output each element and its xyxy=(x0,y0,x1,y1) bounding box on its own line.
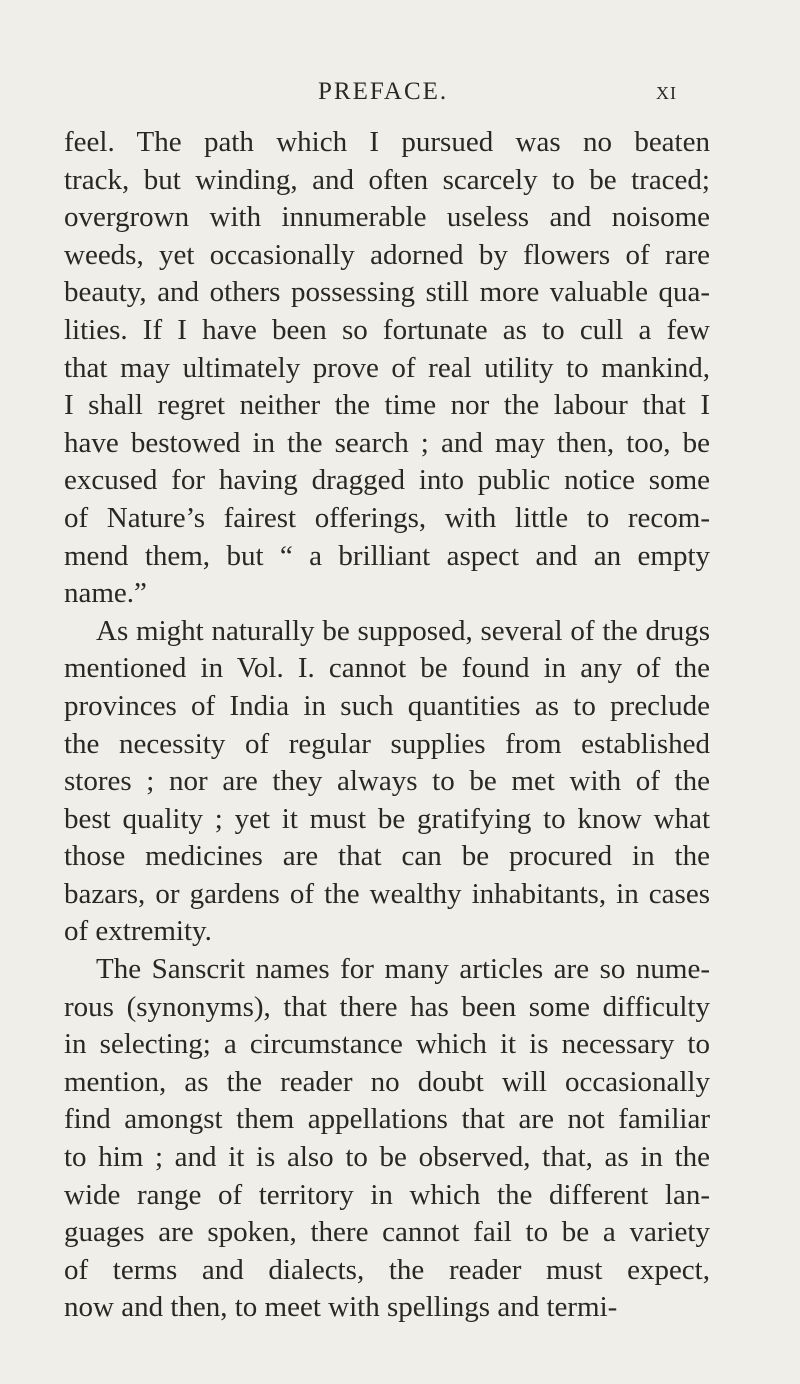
running-head xyxy=(0,78,800,114)
text-line: I shall regret neither the time nor the labour that I xyxy=(64,389,710,422)
text-line: overgrown with innumerable useless and noisome xyxy=(64,201,710,234)
text-line: of extremity. xyxy=(64,915,212,948)
text-line: best quality ; yet it must be gratifying to know what xyxy=(64,802,710,835)
text-line: find amongst them appellations that are not familiar xyxy=(64,1103,710,1136)
text-line: guages are spoken, there cannot fail to be a variety xyxy=(64,1216,710,1249)
text-line: wide range of territory in which the different lan- xyxy=(64,1178,710,1211)
text-line: rous (synonyms), that there has been some difficulty xyxy=(64,990,710,1023)
paragraph xyxy=(64,951,710,1327)
text-line: weeds, yet occasionally adorned by flowers of rare xyxy=(64,238,710,271)
text-line: that may ultimately prove of real utility to mankind, xyxy=(64,351,710,384)
text-line: excused for having dragged into public notice some xyxy=(64,464,710,497)
text-line: feel. The path which I pursued was no beaten xyxy=(64,126,710,158)
text-line: track, but winding, and often scarcely to be traced; xyxy=(64,163,710,196)
text-line: As might naturally be supposed, several of the drugs xyxy=(96,614,710,647)
text-line: beauty, and others possessing still more valuable qua- xyxy=(64,276,710,309)
text-line: of Nature’s fairest offerings, with little to recom- xyxy=(64,501,710,534)
paragraph xyxy=(64,613,710,951)
text-line: have bestowed in the search ; and may then, too, be xyxy=(64,426,710,459)
text-line: The Sanscrit names for many articles are so nume- xyxy=(96,953,710,986)
text-line: provinces of India in such quantities as to preclude xyxy=(64,689,710,722)
text-line: those medicines are that can be procured in the xyxy=(64,840,710,873)
paragraph xyxy=(64,124,710,613)
text-line: stores ; nor are they always to be met with of the xyxy=(64,765,710,798)
text-line: mention, as the reader no doubt will occasionally xyxy=(64,1065,710,1098)
text-line: name.” xyxy=(64,577,147,610)
text-line: of terms and dialects, the reader must expect, xyxy=(64,1253,710,1286)
text-line: mentioned in Vol. I. cannot be found in any of the xyxy=(64,652,710,685)
text-line: mend them, but “ a brilliant aspect and an empty xyxy=(64,539,710,572)
text-line: the necessity of regular supplies from established xyxy=(64,727,710,760)
body-text xyxy=(64,124,710,1327)
text-line: to him ; and it is also to be observed, that, as in the xyxy=(64,1141,710,1174)
text-line: lities. If I have been so fortunate as to cull a few xyxy=(64,313,710,346)
text-line: bazars, or gardens of the wealthy inhabitants, in cases xyxy=(64,877,710,910)
running-head-title: PREFACE. xyxy=(318,78,449,105)
page-number: xi xyxy=(656,78,677,105)
text-line: now and then, to meet with spellings and termi- xyxy=(64,1291,618,1324)
text-line: in selecting; a circumstance which it is necessary to xyxy=(64,1028,710,1061)
